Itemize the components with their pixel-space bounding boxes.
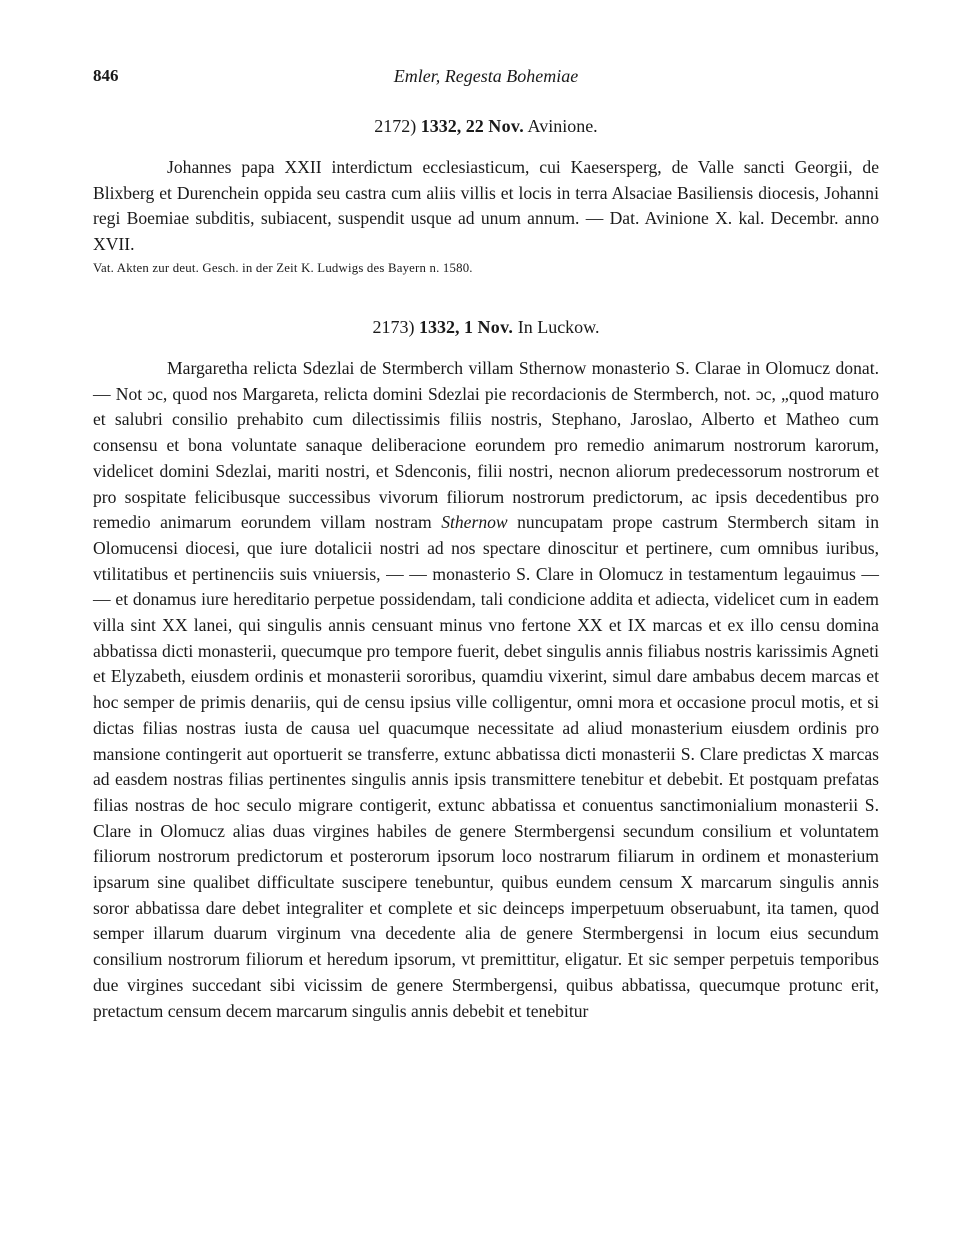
entry-number: 2173) bbox=[372, 317, 415, 337]
entry-date: 1332, 1 bbox=[418, 317, 473, 337]
village-name-italic: Sthernow bbox=[441, 512, 508, 533]
entry-date: 1332, 22 bbox=[420, 116, 484, 136]
entry-month: Nov. bbox=[488, 116, 525, 136]
entry-month: Nov. bbox=[477, 317, 514, 337]
entry-text bbox=[93, 356, 879, 1024]
entry-place: Avinione. bbox=[527, 116, 598, 136]
entry-2173 bbox=[93, 314, 879, 1024]
entry-number: 2172) bbox=[374, 116, 417, 136]
entry-text-part: nuncupatam prope castrum Stermberch sitam in Olomucensi diocesi, que iure dotalicii nostri ad nos spectare dinoscitur et pertinere, cum omnibus iuribus, vtilitatibus et pertinenciis suis vniuersis, — — monasterio S. Clare in Olomucz in testamentum legauimus — — et donamus iure hereditario perpetue possidendam, tali condicione addita et adiecta, videlicet cum in eadem villa sint XX lanei, qui singulis annis censuant minus vno fertone XX et IX marcas et ex illo censu domina abbatissa dicti monasterii, quecumque pro tempore fuerit, debet singulis annis filiabus nostris karissimis Agneti et Elyzabeth, eiusdem ordinis et monasterii sororibus, quamdiu vixerint, simul dare ambabus decem marcas et hoc semper de primis denariis, qui de censu ipsius ville colligentur, omni mora et occasione procul motis, et si dictas filias nostras iusta de causa uel quacumque necessitate ad aliud monasterium eiusdem ordinis pro mansione contingerit aut oportuerit se transferre, extunc abbatissa dicti monasterii S. Clare predictas X marcas ad easdem nostras filias pertinentes singulis annis ipsis transmittere tenebitur et debebit. Et postquam prefatas filias nostras de hoc seculo migrare contigerit, extunc abbatissa et conuentus sanctimonialium monasterii S. Clare in Olomucz alias duas virgines habiles de genere Stermbergensi secundum consilium et voluntatem filiorum nostrorum predictorum et posterorum ipsorum loco nostrarum filiarum in ordinem et monasterium ipsarum sine qualibet difficultate suscipere tenebuntur, quibus eundem censum X marcarum singulis annis soror abbatissa dare debet integraliter et complete et sic deinceps imperpetuum obseruabunt, ita tamen, quod semper illarum duarum virginum vna decedente alia de genere Stermbergensi in locum eius secundum consilium nostrorum filiorum et heredum ipsorum, vt premittitur, eligatur. Et sic semper perpetuis temporibus due virgines succedant sibi vicissim de genere Stermbergensi, quibus abbatissa, quecumque protunc erit, pretactum censum decem marcarum singulis annis debebit et tenebitur bbox=[93, 512, 879, 1021]
source-citation: Vat. Akten zur deut. Gesch. in der Zeit K. Ludwigs des Bayern n. 1580. bbox=[93, 260, 473, 275]
running-title: Emler, Regesta Bohemiae bbox=[393, 66, 579, 86]
running-head bbox=[93, 66, 879, 92]
entry-heading bbox=[93, 113, 879, 139]
entry-place: In Luckow. bbox=[517, 317, 600, 337]
entry-text-part: Margaretha relicta Sdezlai de Stermberch villam Sthernow monasterio S. Clarae in Olomucz donat. — Not ɔc, quod nos Margareta, relicta domini Sdezlai pie recordacionis de Stermberch, not. ɔc, „quod maturo et salubri consilio prehabito cum dilectissimis filiis nostris, Stephano, Jaroslao, Alberto et Matheo cum consensu et bona voluntate sanaque deliberacione eorundem pro remedio animarum nostrorum karorum, videlicet domini Sdezlai, mariti nostri, et Sdenconis, filii nostri, necnon aliorum predecessorum nostrorum et pro sospitate felicibusque successibus vivorum filiorum nostrorum predictorum, ac ipsis decedentibus pro remedio animarum eorundem villam nostram bbox=[93, 358, 879, 533]
page-number: 846 bbox=[93, 66, 119, 85]
entry-text: Johannes papa XXII interdictum ecclesiasticum, cui Kaesersperg, de Valle sancti Georgii, de Blixberg et Durenchein oppida seu castra cum aliis villis et locis in terra Alsaciae Basiliensis diocesis, Johanni regi Boemiae subditis, subiacent, suspendit usque ad unum annum. — Dat. Avinione X. kal. Decembr. anno XVII. bbox=[93, 157, 879, 255]
entry-2172 bbox=[93, 113, 879, 276]
entry-heading bbox=[93, 314, 879, 340]
